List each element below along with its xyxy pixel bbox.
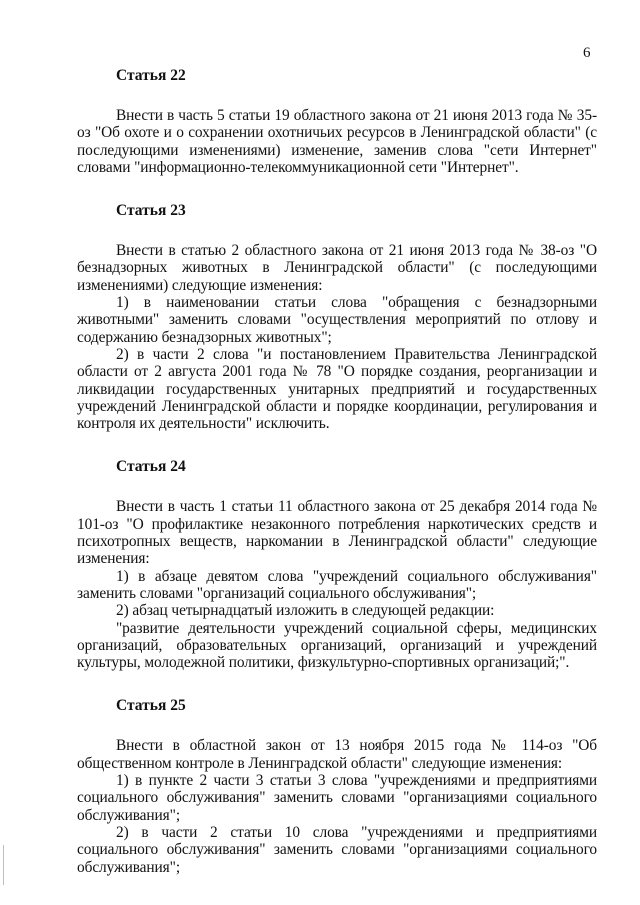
article-paragraph: 2) абзац четырнадцатый изложить в следующей редакции: [116,602,495,620]
article-heading: Статья 23 [116,202,186,220]
article-heading: Статья 24 [116,458,186,476]
article-paragraph: 2) в части 2 слова "и постановлением Правительства Ленинградской области от 2 августа 2001 года № 78 "О порядке создания, реорганизации и ликвидации государственных унитарных предприятий и государственных учреждений Ленинградской области и порядке координации, регулирования и контроля их деятельности" исключить. [77,345,597,433]
article-22 [77,66,597,176]
article-paragraph: 1) в абзаце девятом слова "учреждений социального обслуживания" заменить словами "организаций социального обслуживания"; [77,567,597,602]
article-paragraph: 1) в наименовании статьи слова "обращения с безнадзорными животными" заменить словами "осуществления мероприятий по отлову и содержанию безнадзорных животных"; [77,294,597,346]
article-paragraph: Внести в статью 2 областного закона от 21 июня 2013 года № 38-оз "О безнадзорных животных в Ленинградской области" (с последующими изменениями) следующие изменения: [77,242,597,294]
article-paragraph: Внести в часть 1 статьи 11 областного закона от 25 декабря 2014 года № 101-оз "О профилактике незаконного потребления наркотических средств и психотропных веществ, наркомании в Ленинградской области" следующие изменения: [77,498,597,568]
document-body [77,66,597,876]
article-24 [77,457,597,671]
article-heading: Статья 25 [116,697,186,715]
article-paragraph: Внести в часть 5 статьи 19 областного закона от 21 июня 2013 года № 35-оз "Об охоте и о сохранении охотничьих ресурсов в Ленинградской области" (с последующими изменениями) изменение, заменив слова "сети Интернет" словами "информационно-телекоммуникационной сети "Интернет". [77,107,597,176]
article-heading: Статья 22 [116,67,186,84]
article-paragraph: "развитие деятельности учреждений социальной сферы, медицинских организаций, образовательных организаций, организаций и учреждений культуры, молодежной политики, физкультурно-спортивных организаций;". [77,619,597,672]
page-number: 6 [583,45,591,61]
scan-edge-mark [3,845,4,885]
article-23 [77,201,597,432]
article-25 [77,696,597,875]
article-paragraph: 1) в пункте 2 части 3 статьи 3 слова "учреждениями и предприятиями социального обслуживания" заменить словами "организациями социального обслуживания"; [77,772,597,824]
article-paragraph: Внести в областной закон от 13 ноября 2015 года № 114-оз "Об общественном контроле в Ленинградской области" следующие изменения: [77,737,597,772]
article-paragraph: 2) в части 2 статьи 10 слова "учреждениями и предприятиями социального обслуживания" заменить словами "организациями социального обслуживания"; [77,823,597,876]
